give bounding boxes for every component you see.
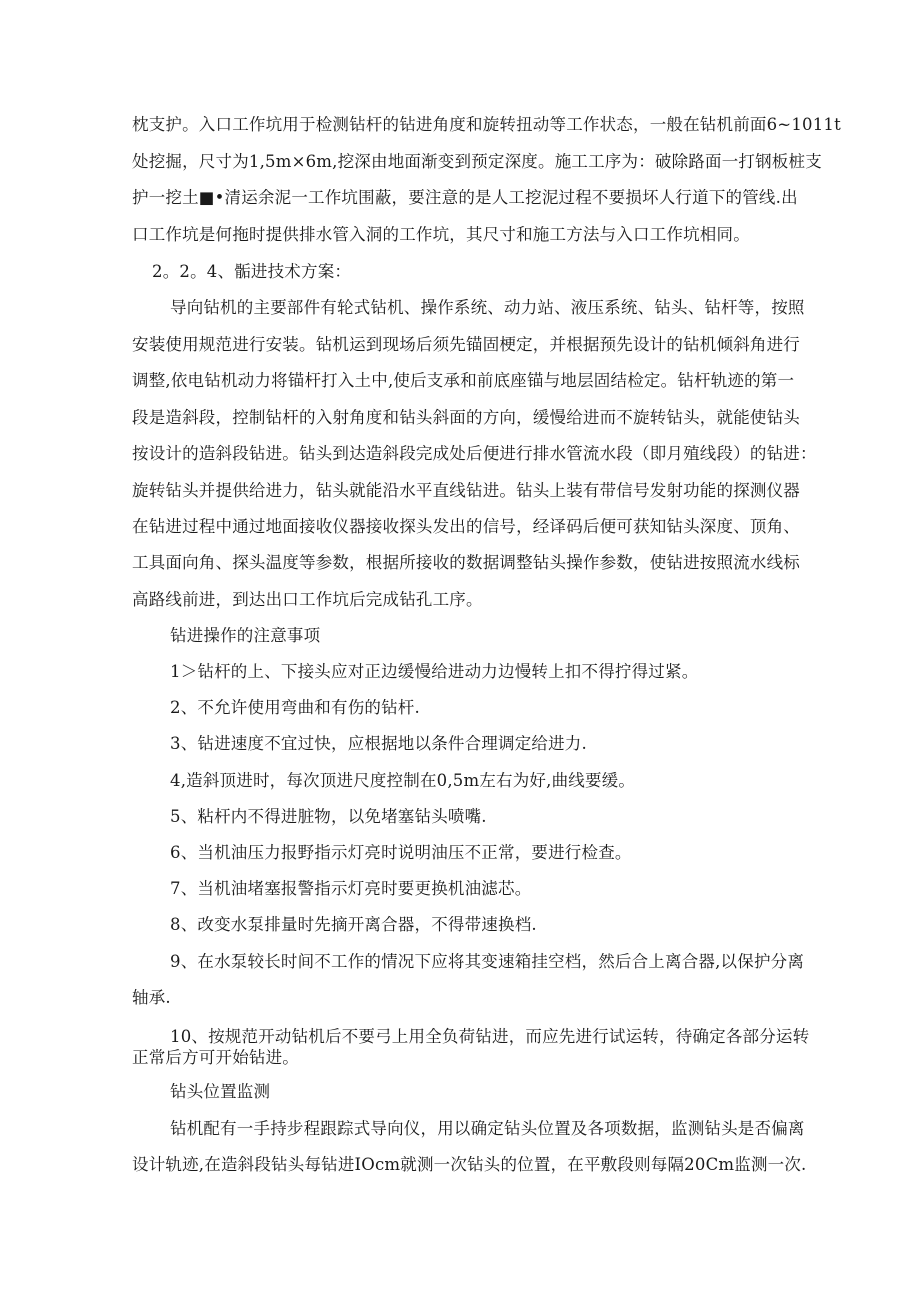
list-item: 3、钻进速度不宜过快，应根据地以条件合理调定给进力. xyxy=(170,734,587,753)
list-item: 10、按规范开动钻机后不要弓上用全负荷钻进，而应先进行试运转，待确定各部分运转 xyxy=(170,1027,810,1046)
paragraph-line: 处挖掘，尺寸为1,5m×6m,挖深由地面渐变到预定深度。施工工序为：破除路面一打钢板桩支 xyxy=(132,152,822,171)
paragraph-line: 安装使用规范进行安装。钻机运到现场后须先锚固梗定，并根据预先设计的钻机倾斜角进行 xyxy=(132,335,800,354)
paragraph-line: 枕支护。入口工作坑用于检测钻杆的钻进角度和旋转扭动等工作状态，一般在钻机前面6~1011t xyxy=(132,115,841,134)
paragraph-line: 口工作坑是何拖时提供排水管入洞的工作坑，其尺寸和施工方法与入口工作坑相同。 xyxy=(132,225,750,244)
paragraph-line: 护一挖土■•清运余泥一工作坑围蔽，要注意的是人工挖泥过程不要损坏人行道下的管线.出 xyxy=(132,188,798,207)
list-item: 9、在水泵较长时间不工作的情况下应将其变速箱挂空档，然后合上离合器,以保护分离 xyxy=(170,952,805,971)
paragraph-line: 钻机配有一手持步程跟踪式导向仪，用以确定钻头位置及各项数据，监测钻头是否偏离 xyxy=(170,1119,805,1138)
list-item: 7、当机油堵塞报警指示灯亮时要更换机油滤芯。 xyxy=(170,879,532,898)
paragraph-line: 高路线前进，到达出口工作坑后完成钻孔工序。 xyxy=(132,590,483,609)
list-item: 5、粘杆内不得进脏物，以免堵塞钻头喷嘴. xyxy=(170,807,487,826)
list-item-continuation: 正常后方可开始钻进。 xyxy=(132,1048,299,1067)
paragraph-line: 段是造斜段，控制钻杆的入射角度和钻头斜面的方向，缓慢给进而不旋转钻头，就能使钻头 xyxy=(132,408,800,427)
section-heading: 2。2。4、骺进技术方案： xyxy=(152,262,352,281)
list-item: 1＞钻杆的上、下接头应对正边缓慢给进动力边慢转上扣不得拧得过紧。 xyxy=(170,662,699,681)
list-item: 2、不允许使用弯曲和有伤的钻杆. xyxy=(170,698,420,717)
paragraph-line: 导向钻机的主要部件有轮式钻机、操作系统、动力站、液压系统、钻头、钻杆等，按照 xyxy=(170,298,805,317)
list-item: 6、当机油压力报野指示灯亮时说明油压不正常，要进行检查。 xyxy=(170,843,632,862)
section-heading: 钻进操作的注意事项 xyxy=(170,626,321,645)
paragraph-line: 在钻进过程中通过地面接收仪器接收探头发出的信号，经译码后便可获知钻头深度、顶角、 xyxy=(132,517,800,536)
paragraph-line: 旋转钻头并提供给进力，钻头就能沿水平直线钻进。钻头上装有带信号发射功能的探测仪器 xyxy=(132,481,800,500)
section-heading: 钻头位置监测 xyxy=(170,1082,271,1101)
paragraph-line: 工具面向角、探头温度等参数，根据所接收的数据调整钻头操作参数，使钻进按照流水线标 xyxy=(132,553,800,572)
paragraph-line: 设计轨迹,在造斜段钻头每钻进IOcm就测一次钻头的位置，在平敷段则每隔20Cm监测一次. xyxy=(132,1155,807,1174)
list-item: 8、改变水泵排量时先摘开离合器，不得带速换档. xyxy=(170,915,537,934)
list-item: 4,造斜顶进时，每次顶进尺度控制在0,5m左右为好,曲线要缓。 xyxy=(170,771,636,790)
paragraph-line: 按设计的造斜段钻进。钻头到达造斜段完成处后便进行排水管流水段（即月殖线段）的钻进： xyxy=(132,444,817,463)
list-item-continuation: 轴承. xyxy=(132,988,171,1007)
paragraph-line: 调整,依电钻机动力将锚杆打入土中,使后支承和前底座锚与地层固结检定。钻杆轨迹的第一 xyxy=(132,371,795,390)
